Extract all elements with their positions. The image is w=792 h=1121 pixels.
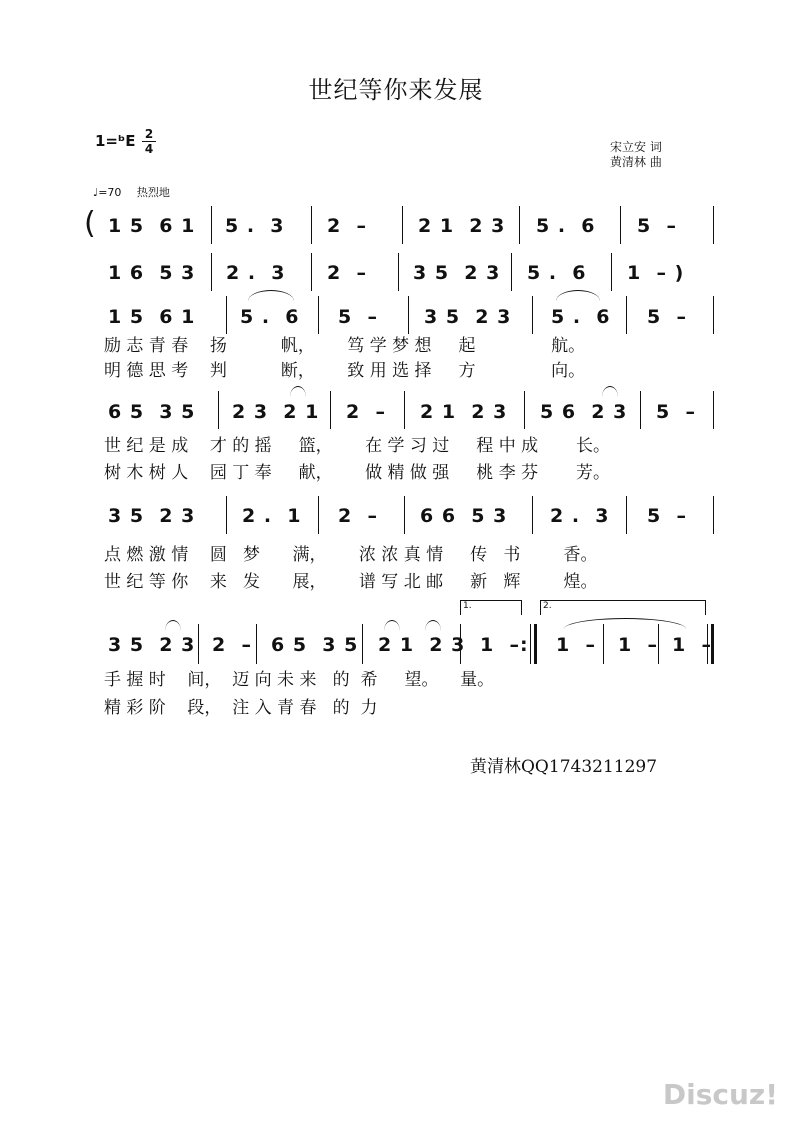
measure-notes: 6 6 5 3 (420, 505, 508, 527)
bar-line (658, 624, 659, 664)
measure-notes: 1 5 6 1 (108, 306, 196, 328)
slur-mark (248, 290, 294, 301)
final-barline (707, 624, 714, 664)
composer-credit: 黄清林 曲 (610, 155, 662, 169)
measure-notes: 3 5 2 3 (108, 505, 196, 527)
measure-notes: 3 5 2 3 (108, 634, 196, 656)
repeat-end-barline (530, 624, 537, 664)
bar-line (532, 296, 533, 334)
slur-mark (602, 386, 618, 397)
second-ending-bracket: 2. (540, 600, 706, 615)
measure-notes: 5 – (338, 306, 378, 328)
measure-notes: 5 . 3 (225, 215, 285, 237)
measure-notes: 5 – (647, 306, 687, 328)
measure-notes: 1 – (618, 634, 658, 656)
lyric-line-verse-1: 励 志 青 春 扬 帆， 笃 学 梦 想 起 航。 (104, 336, 586, 356)
bar-line (713, 391, 714, 429)
lyric-line-verse-2: 世 纪 等 你 来 发 展， 谱 写 北 邮 新 辉 煌。 (104, 572, 598, 592)
lyric-line-verse-1: 点 燃 激 情 圆 梦 满， 浓 浓 真 情 传 书 香。 (104, 545, 598, 565)
measure-notes: 2 . 1 (242, 505, 302, 527)
bar-line (198, 624, 199, 664)
bar-line (318, 496, 319, 534)
slur-mark (290, 386, 306, 397)
lyric-line-verse-2: 树 木 树 人 园 丁 奉 献， 做 精 做 强 桃 李 芬 芳。 (104, 463, 610, 483)
measure-notes: 5 – (656, 401, 696, 423)
bar-line (311, 253, 312, 291)
measure-notes: 5 . 6 (551, 306, 611, 328)
bar-line (713, 496, 714, 534)
measure-notes: 2 – (338, 505, 378, 527)
measure-notes: 1 –: (480, 634, 529, 656)
bar-line (640, 391, 641, 429)
bar-line (626, 496, 627, 534)
expression-marking: 热烈地 (136, 186, 170, 199)
bar-line (362, 624, 363, 664)
bar-line (620, 206, 621, 244)
bar-line (511, 253, 512, 291)
measure-notes: 2 – (346, 401, 386, 423)
measure-notes: 1 – ) (627, 262, 685, 284)
measure-notes: 5 . 6 (536, 215, 596, 237)
measure-notes: 5 6 2 3 (540, 401, 628, 423)
slur-mark (384, 620, 400, 631)
measure-notes: 5 . 6 (527, 262, 587, 284)
bar-line (330, 391, 331, 429)
bar-line (408, 296, 409, 334)
measure-notes: 2 – (212, 634, 252, 656)
tempo-bpm: ♩=70 (93, 186, 122, 199)
tie-mark (564, 618, 686, 629)
measure-notes: 2 . 3 (226, 262, 286, 284)
bar-line (318, 296, 319, 334)
measure-notes: 2 . 3 (550, 505, 610, 527)
bar-line (404, 496, 405, 534)
bar-line (256, 624, 257, 664)
slur-mark (425, 620, 441, 631)
lyricist-credit: 宋立安 词 (610, 140, 662, 154)
measure-notes: 1 5 6 1 (108, 215, 196, 237)
tempo-marking (93, 184, 170, 200)
measure-notes: 3 5 2 3 (424, 306, 512, 328)
bar-line (211, 253, 212, 291)
measure-notes: 6 5 3 5 (271, 634, 359, 656)
credits (610, 140, 662, 170)
arranger-signature: 黄清林QQ1743211297 (470, 757, 658, 777)
repeat-open-paren: ( (84, 206, 96, 241)
bar-line (226, 296, 227, 334)
bar-line (519, 206, 520, 244)
measure-notes: 1 – (556, 634, 596, 656)
bar-line (211, 206, 212, 244)
bar-line (460, 624, 461, 664)
meter-bottom: 4 (144, 142, 154, 156)
meter-top: 2 (144, 127, 154, 141)
bar-line (398, 253, 399, 291)
measure-notes: 6 5 3 5 (108, 401, 196, 423)
bar-line (626, 296, 627, 334)
bar-line (532, 496, 533, 534)
slur-mark (556, 290, 600, 301)
measure-notes: 1 6 5 3 (108, 262, 196, 284)
bar-line (611, 253, 612, 291)
measure-notes: 2 3 2 1 (232, 401, 320, 423)
bar-line (311, 206, 312, 244)
measure-notes: 5 . 6 (240, 306, 300, 328)
bar-line (226, 496, 227, 534)
lyric-line-verse-2: 明 德 思 考 判 断， 致 用 选 择 方 向。 (104, 361, 586, 381)
lyric-line-verse-1: 世 纪 是 成 才 的 摇 篮， 在 学 习 过 程 中 成 长。 (104, 436, 610, 456)
first-ending-bracket: 1. (460, 600, 522, 615)
measure-notes: 2 – (327, 262, 367, 284)
measure-notes: 5 – (637, 215, 677, 237)
time-signature (142, 128, 156, 155)
lyric-line-verse-2: 精 彩 阶 段， 注 入 青 春 的 力 (104, 698, 378, 718)
measure-notes: 5 – (647, 505, 687, 527)
bar-line (402, 206, 403, 244)
bar-line (524, 391, 525, 429)
discuz-watermark: Discuz! (662, 1078, 778, 1111)
bar-line (713, 296, 714, 334)
bar-line (218, 391, 219, 429)
bar-line (713, 206, 714, 244)
song-title: 世纪等你来发展 (308, 76, 484, 104)
key-signature: 1=ᵇE (95, 132, 136, 150)
lyric-line-verse-1: 手 握 时 间， 迈 向 未 来 的 希 望。 量。 (104, 670, 495, 690)
measure-notes: 2 1 2 3 (418, 215, 506, 237)
measure-notes: 3 5 2 3 (413, 262, 501, 284)
measure-notes: 1 – (672, 634, 712, 656)
measure-notes: 2 – (327, 215, 367, 237)
measure-notes: 2 1 2 3 (378, 634, 466, 656)
bar-line (603, 624, 604, 664)
slur-mark (165, 620, 181, 631)
bar-line (404, 391, 405, 429)
measure-notes: 2 1 2 3 (420, 401, 508, 423)
